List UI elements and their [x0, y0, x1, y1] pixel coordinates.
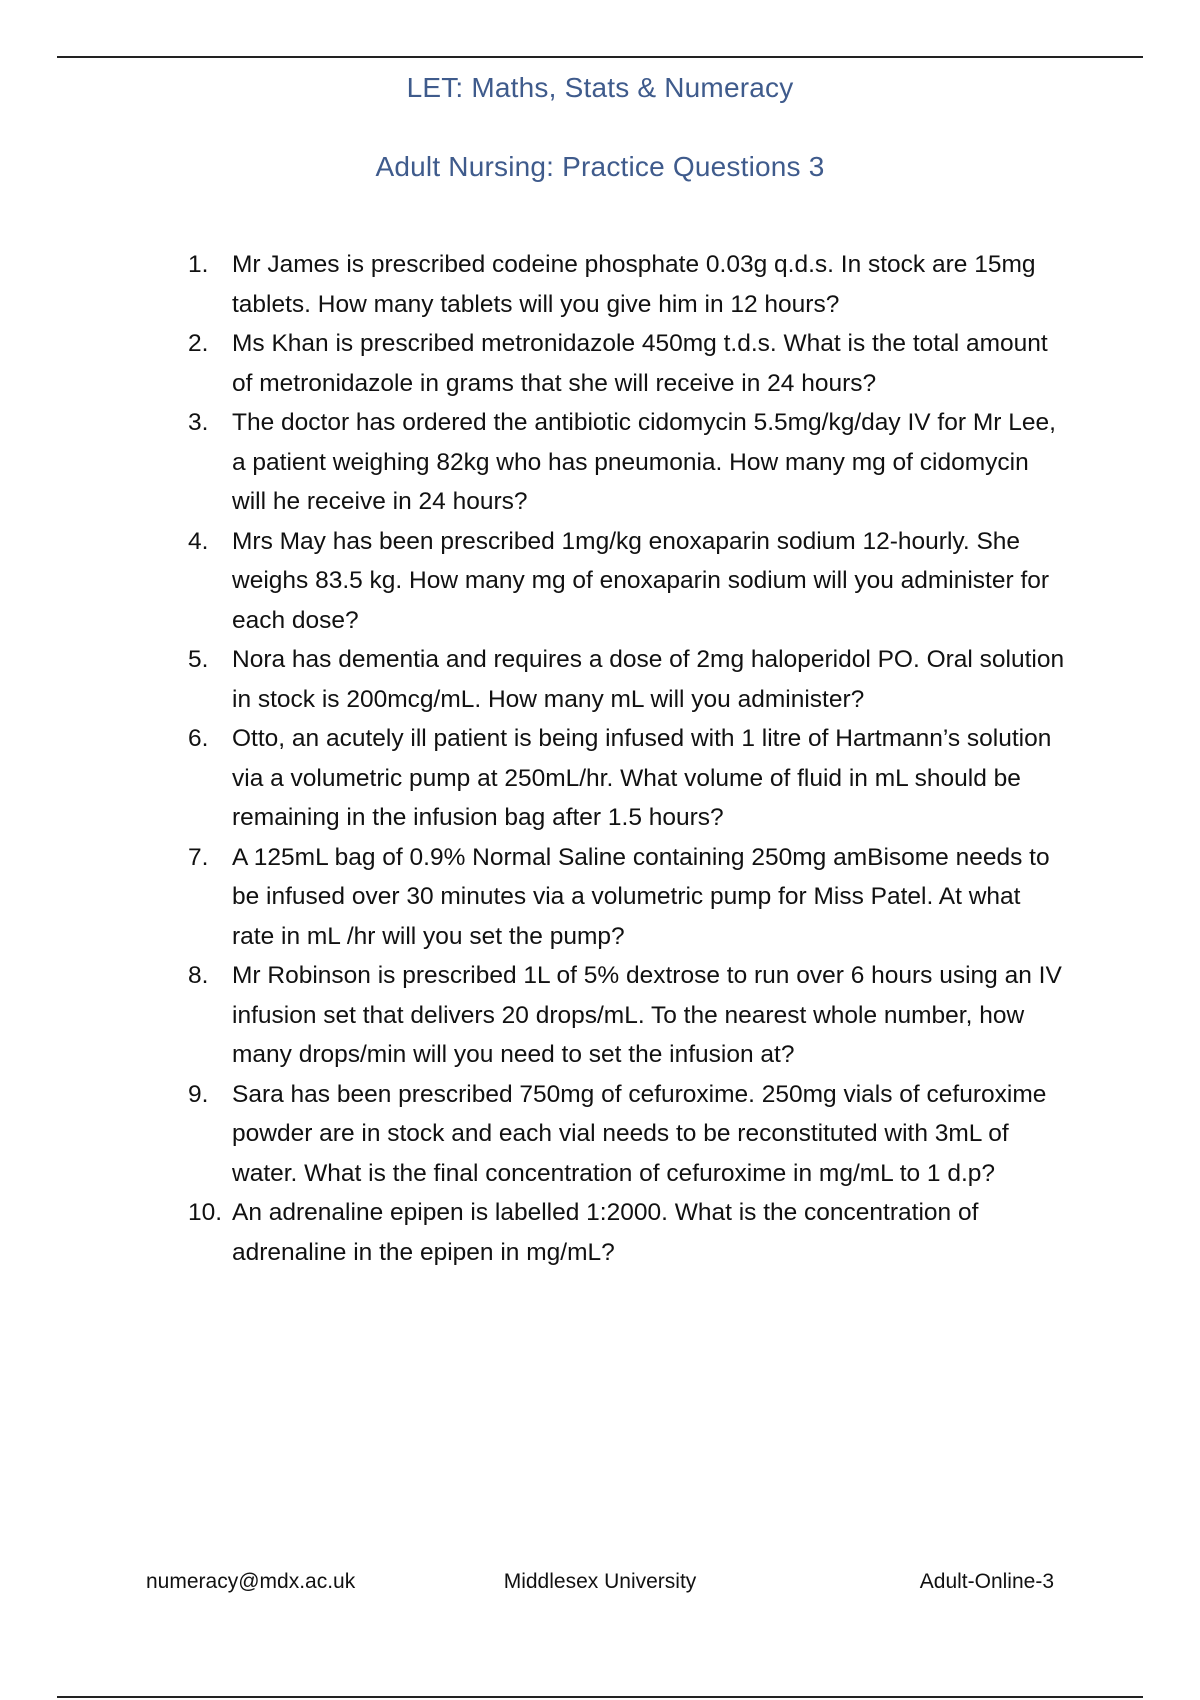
question-item: [188, 1193, 1068, 1272]
document-title: LET: Maths, Stats & Numeracy: [406, 72, 794, 103]
top-rule: [57, 56, 1143, 58]
question-number: 7.: [188, 843, 209, 871]
footer-email: numeracy@mdx.ac.uk: [146, 1570, 356, 1593]
question-number: 1.: [188, 251, 209, 278]
question-number: 3.: [188, 409, 209, 436]
question-number: 10.: [188, 1199, 223, 1226]
question-text: Ms Khan is prescribed metronidazole 450mg t.d.s. What is the total amount of metronidazole in grams that she will receive in 24 hours?: [232, 330, 1048, 397]
question-text: Otto, an acutely ill patient is being infused with 1 litre of Hartmann’s solution via a volumetric pump at 250mL/hr. What volume of fluid in mL should be remaining in the infusion bag after 1.5 hours?: [232, 725, 1052, 831]
question-text: Mrs May has been prescribed 1mg/kg enoxaparin sodium 12-hourly. She weighs 83.5 kg. How many mg of enoxaparin sodium will you administer for each dose?: [232, 527, 1050, 634]
question-number: 4.: [188, 527, 209, 555]
question-text: The doctor has ordered the antibiotic cidomycin 5.5mg/kg/day IV for Mr Lee, a patient weighing 82kg who has pneumonia. How many mg of cidomycin will he receive in 24 hours?: [232, 409, 1056, 515]
question-item: [188, 640, 1068, 719]
question-number: 2.: [188, 330, 209, 357]
question-item: [188, 719, 1068, 838]
question-text: Mr Robinson is prescribed 1L of 5% dextrose to run over 6 hours using an IV infusion set that delivers 20 drops/mL. To the nearest whole number, how many drops/min will you need to set the infusion at?: [232, 962, 1062, 1068]
question-text: Sara has been prescribed 750mg of cefuroxime. 250mg vials of cefuroxime powder are in stock and each vial needs to be reconstituted with 3mL of water. What is the final concentration of cefuroxime in mg/mL to 1 d.p?: [232, 1080, 1047, 1187]
question-item: [188, 1075, 1068, 1194]
footer-document-code: Adult-Online-3: [919, 1570, 1054, 1593]
question-item: [188, 838, 1068, 957]
question-item: [188, 522, 1068, 641]
question-item: [188, 403, 1068, 522]
question-number: 6.: [188, 725, 209, 752]
question-number: 9.: [188, 1080, 209, 1108]
question-text: An adrenaline epipen is labelled 1:2000. What is the concentration of adrenaline in the epipen in mg/mL?: [232, 1199, 979, 1266]
document-subtitle: Adult Nursing: Practice Questions 3: [375, 151, 825, 182]
question-text: Nora has dementia and requires a dose of 2mg haloperidol PO. Oral solution in stock is 200mcg/mL. How many mL will you administer?: [232, 646, 1065, 713]
question-item: [188, 324, 1068, 403]
question-number: 5.: [188, 646, 209, 673]
question-text: Mr James is prescribed codeine phosphate 0.03g q.d.s. In stock are 15mg tablets. How many tablets will you give him in 12 hours?: [232, 251, 1036, 318]
footer-institution: Middlesex University: [503, 1570, 697, 1593]
question-item: [188, 956, 1068, 1075]
question-list: [188, 245, 1068, 1272]
bottom-rule: [57, 1696, 1143, 1698]
question-item: [188, 245, 1068, 324]
question-text: A 125mL bag of 0.9% Normal Saline containing 250mg amBisome needs to be infused over 30 minutes via a volumetric pump for Miss Patel. At what rate in mL /hr will you set the pump?: [232, 843, 1050, 950]
question-number: 8.: [188, 962, 209, 989]
